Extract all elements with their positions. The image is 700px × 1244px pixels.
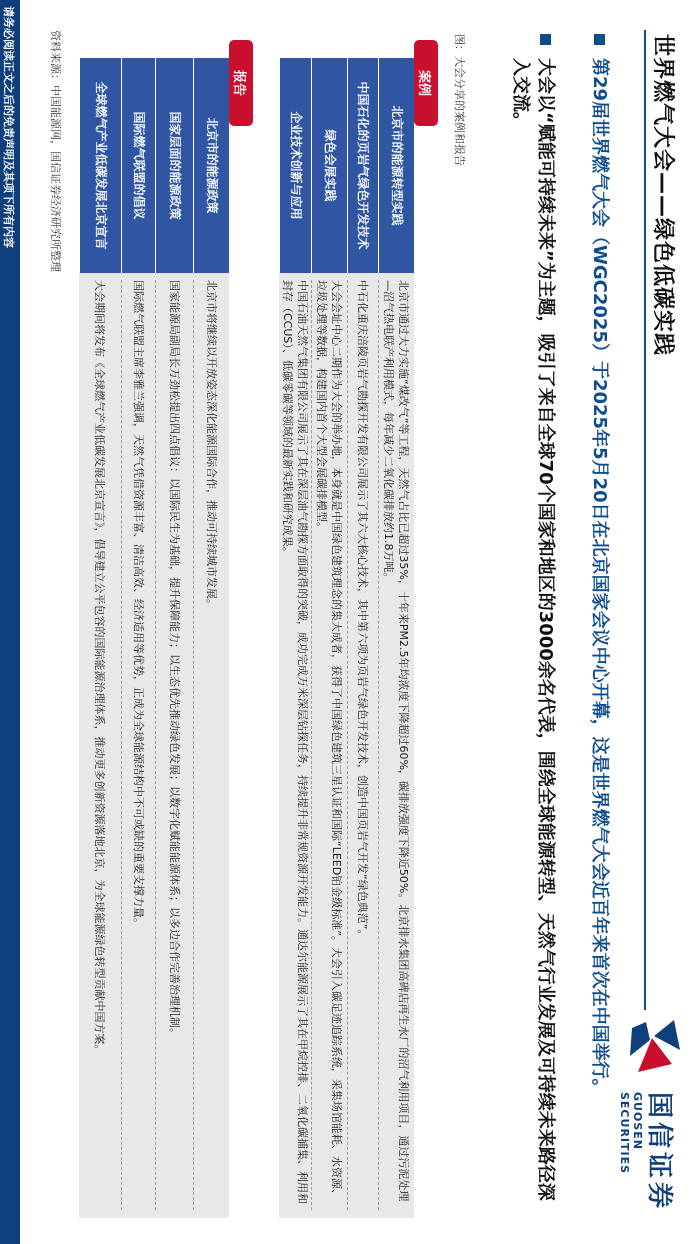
figure-caption: 图：大会分享的案例和报告 [453,34,466,166]
row-label: 国际燃气联盟的倡议 [121,58,155,273]
source-note: 资料来源：中国能源网，国信证券经济研究所整理 [49,30,62,272]
row-text: 中国石油天然气集团有限公司展示了其在深层油气勘探方面取得的突破，成功完成万米深层钻探任务，持续提升非常规资源开发能力。通达尔能源展示了其在甲烷控排、二氧化碳捕集、利用和封存（CCUS）、低碳零碳等领域的最新实践和研究成果。 [281,280,309,1204]
section-tag-reports: 报告 [229,40,253,126]
table-row [121,58,155,1218]
cases-table [279,58,414,1218]
table-row [347,58,378,1218]
table-row [311,58,347,1218]
row-text: 北京市将继续以开放姿态深化能源国际合作，推动可持续城市发展。 [193,280,229,1210]
row-text: 中石化重庆涪陵页岩气勘探开发有限公司展示了其六大核心技术，其中第六项为页岩气绿色开发技术，创造中国页岩气开发“绿色典范”。 [347,280,378,1210]
table-row [279,58,311,1218]
title-divider [644,30,646,1010]
logo-name-cn: 国信证券 [644,1092,674,1213]
footer-bar [0,0,20,1244]
row-label: 绿色会展实践 [311,58,347,273]
row-text: 国际燃气联盟主席李雅兰强调，天然气凭借资源丰富、清洁高效、经济适用等优势，正成为全球能源结构中不可或缺的重要支撑力量。 [121,280,155,1210]
bullet-square-icon [540,34,551,45]
reports-table [79,58,229,1218]
company-logo [616,1000,686,1230]
row-text: 大会期间将发布《全球燃气产业低碳发展北京宣言》，倡导建立公平包容的国际能源治理体系，推动更多创新资源落地北京，为全球能源绿色转型贡献中国方案。 [93,280,107,1056]
bullet-text: 第29届世界燃气大会（WGC2025）于2025年5月20日在北京国家会议中心开幕，这是世界燃气大会近百年来首次在中国举行。 [589,58,610,1097]
table-row [79,58,121,1218]
row-text: 国家能源局副局长万劲松提出四点倡议：以国际民生为基础，提升保障能力；以生态优先推动绿色发展；以数字化赋能能源体系；以多边合作完善治理机制。 [155,280,193,1210]
row-text: 大会会址中心二期作为大会的举办地，本身就是中国绿色建筑理念的集大成者，获得了中国绿色建筑三星认证和国际“LEED铂金级标准”。大会引入碳足迹追踪系统，采集场馆能耗、水资源、垃圾处理等数据，构建国内首个大型会展碳排模型。 [311,280,347,1210]
row-label: 全球燃气产业低碳发展北京宣言 [79,58,121,273]
bullet-square-icon [594,34,605,45]
row-label: 北京市的能源转型实践 [378,58,414,273]
row-label: 北京市的能源政策 [193,58,229,273]
bullet-text: 大会以“赋能可持续未来”为主题，吸引了来自全球70个国家和地区的3000余名代表，围绕全球能源转型、天然气行业发展及可持续未来路径深入交流。 [510,58,556,1201]
row-label: 企业技术创新与应用 [279,58,311,273]
table-row [155,58,193,1218]
row-label: 中国石化的页岩气绿色开发技术 [347,58,378,273]
page-title: 世界燃气大会——绿色低碳实践 [650,34,675,357]
guosen-logo-icon [626,1016,686,1076]
logo-name-en: GUOSEN SECURITIES [618,1092,644,1175]
disclaimer-text: 请务必阅读正文之后的免责声明及其项下所有内容 [2,6,15,248]
section-tag-cases: 案例 [414,40,438,126]
row-label: 国家层面的能源政策 [155,58,193,273]
table-row [193,58,229,1218]
row-text: 北京市通过大力实施“煤改气”等工程，天然气占比已超过35%，十年来PM2.5年均浓度下降超过60%，碳排放强度下降近50%。北京排水集团高碑店再生水厂的沼气利用项目，通过污泥处理—沼气热电联产利用模式，每年减少二氧化碳排放约1.8万吨。 [378,280,414,1210]
table-row [378,58,414,1218]
